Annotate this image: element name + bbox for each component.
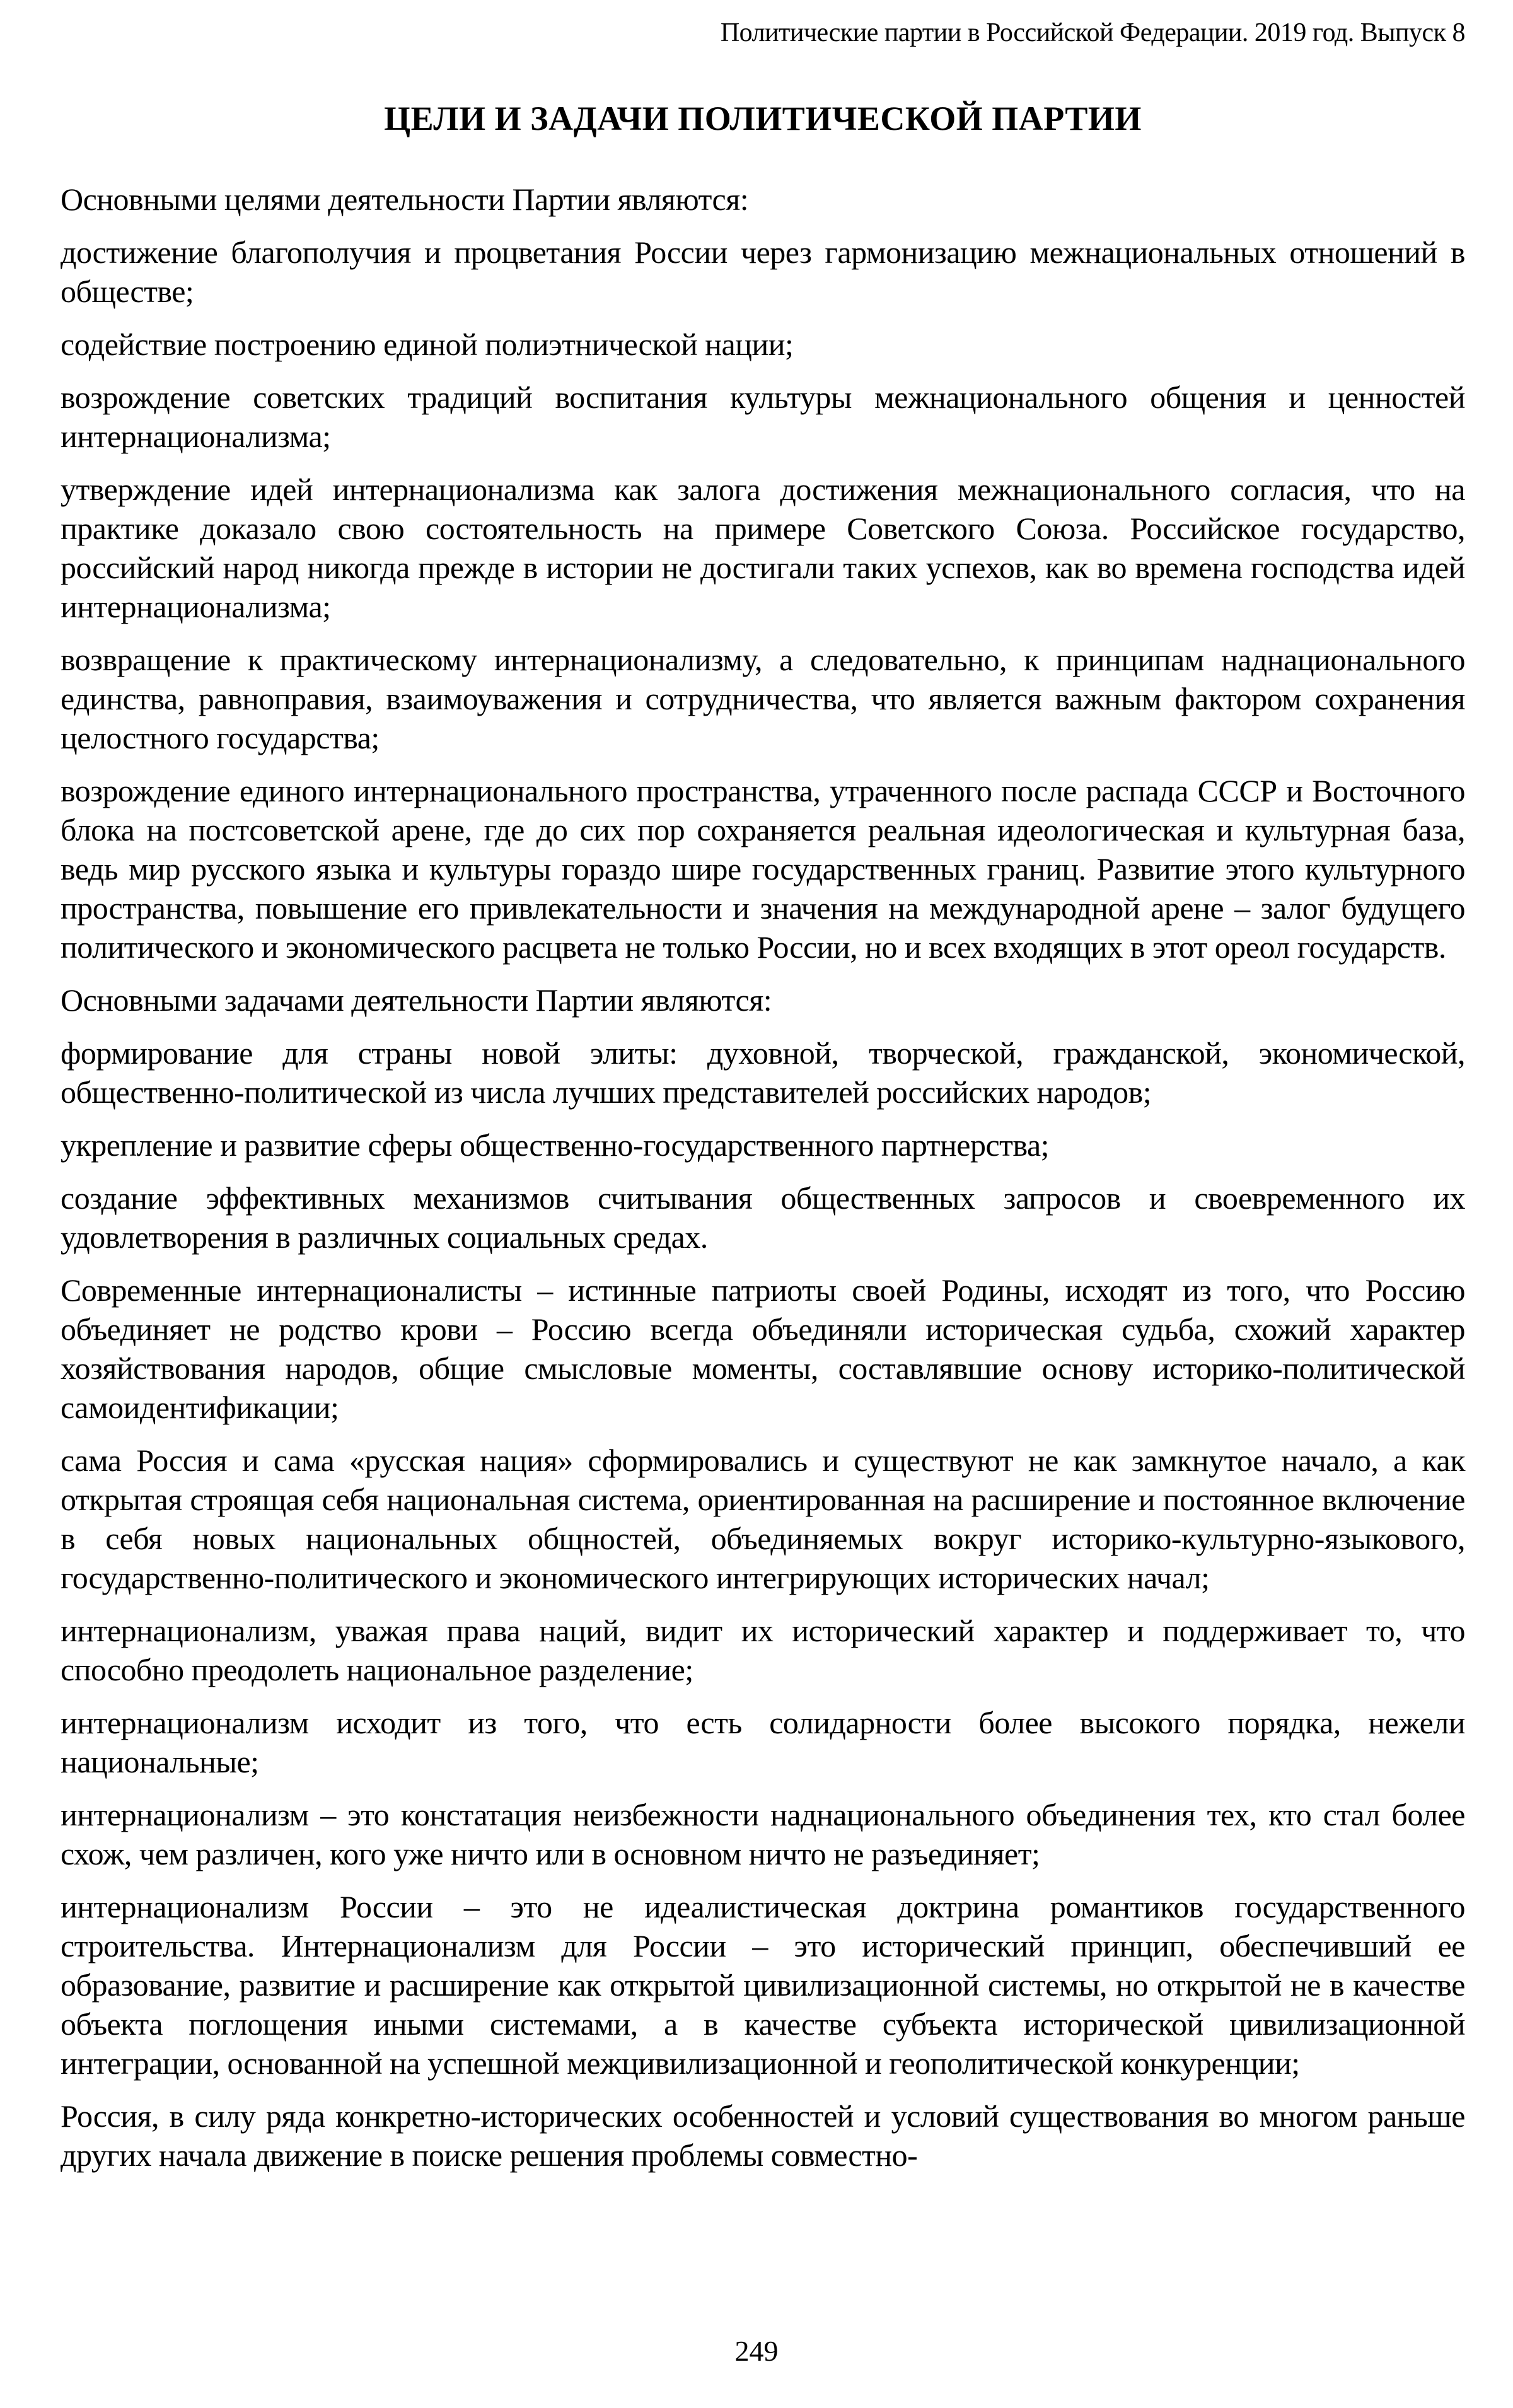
body-text [61, 180, 1465, 2175]
page-title: ЦЕЛИ И ЗАДАЧИ ПОЛИТИЧЕСКОЙ ПАРТИИ [384, 99, 1142, 137]
paragraph: интернационализм исходит из того, что есть солидарности более высокого порядка, нежели национальные; [61, 1704, 1465, 1779]
paragraph: Современные интернационалисты – истинные патриоты своей Родины, исходят из того, что Россию объединяет не родство крови – Россию всегда объединяли историческая судьба, схожий характер хозяйствования народов, общие смысловые моменты, составлявшие основу историко-политической самоидентификации; [61, 1272, 1465, 1425]
paragraph: формирование для страны новой элиты: духовной, творческой, гражданской, экономической, общественно-политической из числа лучших представителей российских народов; [61, 1035, 1465, 1110]
paragraph: интернационализм, уважая права наций, видит их исторический характер и поддерживает то, что способно преодолеть национальное разделение; [61, 1612, 1465, 1687]
paragraph: интернационализм России – это не идеалистическая доктрина романтиков государственного строительства. Интернационализм для России – это исторический принцип, обеспечивший ее образование, развитие и расширение как открытой цивилизационной системы, но открытой не в качестве объекта поглощения иными системами, а в качестве субъекта исторической цивилизационной интеграции, основанной на успешной межцивилизационной и геополитической конкуренции; [61, 1888, 1465, 2081]
paragraph: Основными задачами деятельности Партии являются: [61, 982, 772, 1018]
paragraph: сама Россия и сама «русская нация» сформировались и существуют не как замкнутое начало, а как открытая строящая себя национальная система, ориентированная на расширение и постоянное включение в себя новых национальных общностей, объединяемых вокруг историко-культурно-языкового, государственно-политического и экономического интегрирующих исторических начал; [61, 1442, 1465, 1595]
paragraph: достижение благополучия и процветания России через гармонизацию межнациональных отношений в обществе; [61, 234, 1465, 309]
paragraph: содействие построению единой полиэтнической нации; [61, 326, 794, 362]
running-header: Политические партии в Российской Федерации. 2019 год. Выпуск 8 [720, 18, 1465, 47]
paragraph: возвращение к практическому интернационализму, а следовательно, к принципам наднационального единства, равноправия, взаимоуважения и сотрудничества, что является важным фактором сохранения целостного государства; [61, 641, 1465, 755]
paragraph: Основными целями деятельности Партии являются: [61, 181, 749, 217]
paragraph: возрождение единого интернационального пространства, утраченного после распада СССР и Восточного блока на постсоветской арене, где до сих пор сохраняется реальная идеологическая и культурная база, ведь мир русского языка и культуры гораздо шире государственных границ. Развитие этого культурного пространства, повышение его привлекательности и значения на международной арене – залог будущего политического и экономического расцвета не только России, но и всех входящих в этот ореол государств. [61, 772, 1465, 965]
paragraph: возрождение советских традиций воспитания культуры межнационального общения и ценностей интернационализма; [61, 379, 1465, 454]
paragraph: интернационализм – это констатация неизбежности наднационального объединения тех, кто стал более схож, чем различен, кого уже ничто или в основном ничто не разъединяет; [61, 1796, 1465, 1871]
paragraph: укрепление и развитие сферы общественно-государственного партнерства; [61, 1127, 1050, 1163]
paragraph: утверждение идей интернационализма как залога достижения межнационального согласия, что на практике доказало свою состоятельность на примере Советского Союза. Российское государство, российский народ никогда прежде в истории не достигали таких успехов, как во времена господства идей интернационализма; [61, 471, 1465, 624]
paragraph: Россия, в силу ряда конкретно-исторических особенностей и условий существования во многом раньше других начала движение в поиске решения проблемы совместно- [61, 2098, 1465, 2173]
paragraph: создание эффективных механизмов считывания общественных запросов и своевременного их удовлетворения в различных социальных средах. [61, 1180, 1465, 1255]
page-number: 249 [734, 2335, 779, 2367]
